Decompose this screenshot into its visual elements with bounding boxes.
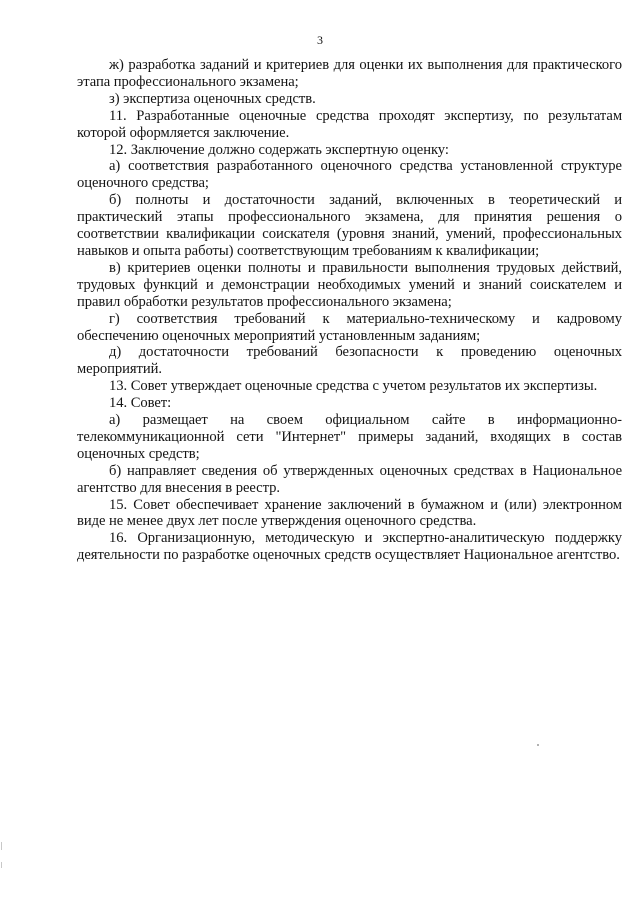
paragraph-item-g: г) соответствия требований к материально-техническому и кадровому обеспечению оценочных мероприятий установленным заданиям; — [77, 310, 622, 344]
scan-speck — [537, 744, 539, 746]
paragraph-item-zh: ж) разработка заданий и критериев для оценки их выполнения для практического этапа профессионального экзамена; — [77, 57, 622, 90]
paragraph-clause-14-a: а) размещает на своем официальном сайте в информационно-телекоммуникационной сети "Интернет" примеры заданий, входящих в состав оценочных средств; — [77, 412, 622, 462]
paragraph-clause-14: 14. Совет: — [109, 395, 172, 412]
paragraph-item-d: д) достаточности требований безопасности к проведению оценочных мероприятий. — [77, 344, 622, 378]
scan-edge-mark — [1, 842, 2, 850]
paragraph-item-b: б) полноты и достаточности заданий, включенных в теоретический и практический этапы профессионального экзамена, для принятия решения о соответствии квалификации соискателя (уровня знаний, умений, профессиональных навыков и опыта работы) соответствующим требованиям к квалификации; — [77, 192, 622, 259]
paragraph-item-z: з) экспертиза оценочных средств. — [109, 90, 316, 107]
paragraph-item-v: в) критериев оценки полноты и правильности выполнения трудовых действий, трудовых функций и демонстрации необходимых умений и знаний соискателем и правил обработки результатов профессионального экзамена; — [77, 259, 622, 310]
page-number: 3 — [317, 33, 323, 47]
paragraph-item-a: а) соответствия разработанного оценочного средства установленной структуре оценочного средства; — [77, 158, 622, 192]
paragraph-clause-11: 11. Разработанные оценочные средства проходят экспертизу, по результатам которой оформляется заключение. — [77, 107, 622, 141]
paragraph-clause-14-b: б) направляет сведения об утвержденных оценочных средствах в Национальное агентство для внесения в реестр. — [77, 462, 622, 496]
paragraph-clause-15: 15. Совет обеспечивает хранение заключений в бумажном и (или) электронном виде не менее двух лет после утверждения оценочного средства. — [77, 496, 622, 530]
scan-edge-mark — [1, 862, 2, 868]
paragraph-clause-13: 13. Совет утверждает оценочные средства с учетом результатов их экспертизы. — [109, 378, 598, 395]
paragraph-clause-12: 12. Заключение должно содержать экспертную оценку: — [109, 141, 449, 158]
document-body — [77, 57, 622, 564]
paragraph-clause-16: 16. Организационную, методическую и экспертно-аналитическую поддержку деятельности по разработке оценочных средств осуществляет Национальное агентство. — [77, 530, 622, 564]
